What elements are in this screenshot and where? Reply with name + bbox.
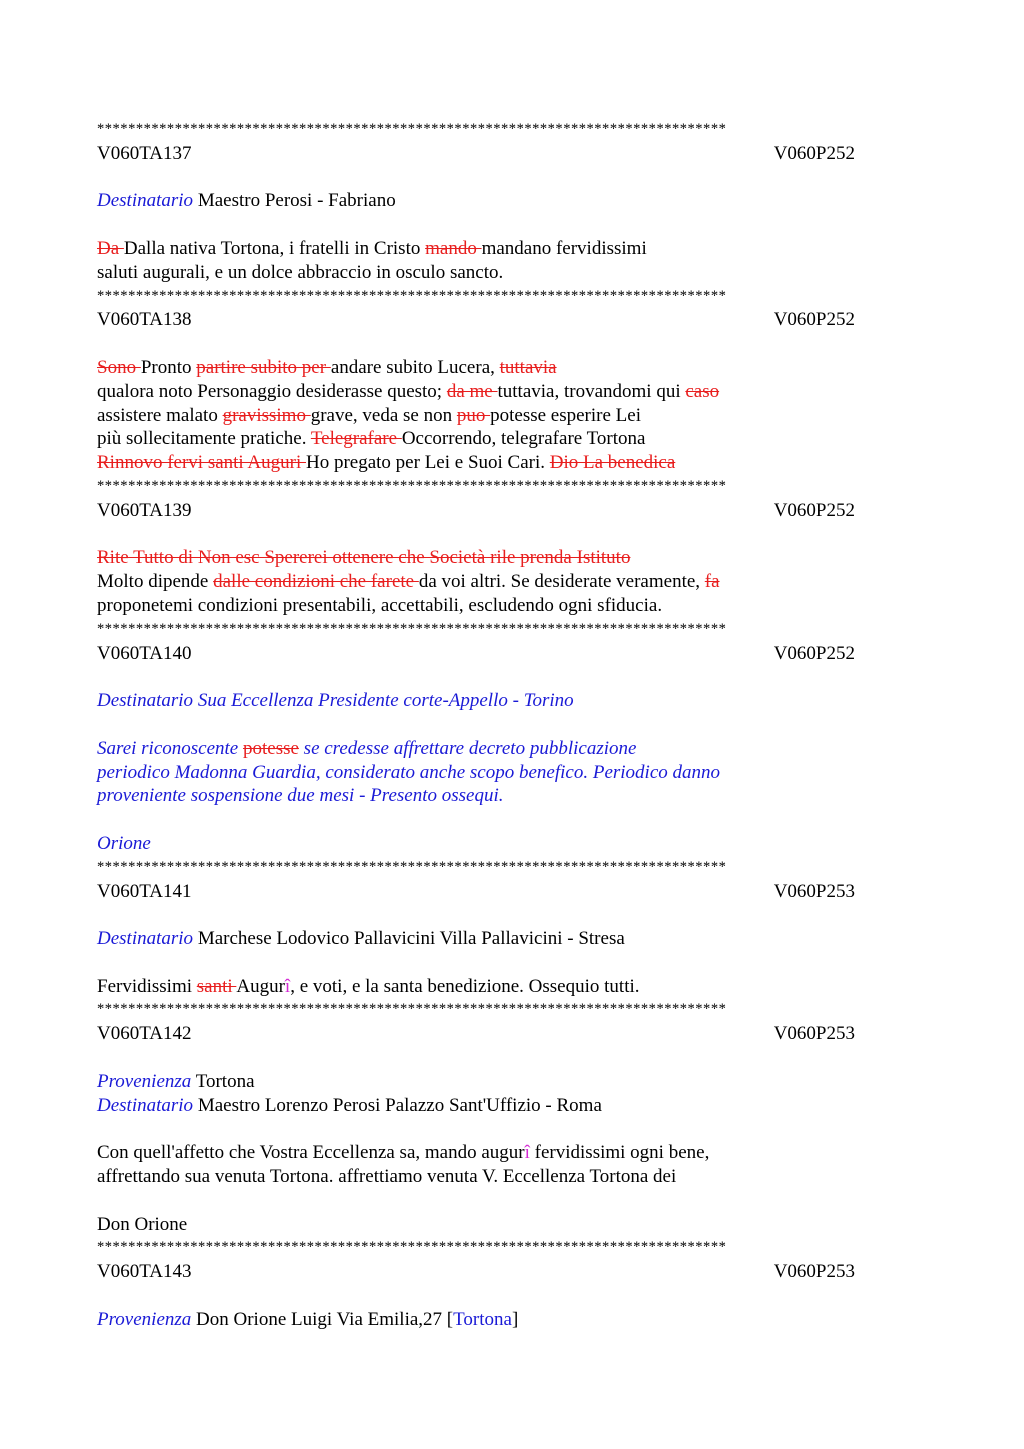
body-text: grave, veda se non bbox=[310, 404, 457, 426]
recipient-line bbox=[97, 689, 927, 713]
page-ref: V060P252 bbox=[773, 309, 855, 331]
signature: Don Orione bbox=[97, 1213, 188, 1235]
body-text: da voi altri. Se desiderate veramente, bbox=[418, 571, 705, 593]
origin-close: ] bbox=[511, 1308, 519, 1330]
deleted-text: Rite Tutto di Non esc Spererei ottenere che Società rile prenda Istituto bbox=[97, 547, 631, 569]
page-ref: V060P253 bbox=[773, 880, 855, 902]
recipient-value: Maestro Lorenzo Perosi Palazzo Sant'Uffizio - Roma bbox=[197, 1094, 602, 1116]
body-text: fervidissimi ogni bene, bbox=[529, 1142, 710, 1164]
body-line bbox=[97, 451, 927, 475]
origin-value: Tortona bbox=[195, 1070, 255, 1092]
entry-id: V060TA143 bbox=[97, 1261, 192, 1283]
body-line bbox=[97, 1141, 927, 1165]
deleted-text: Sono bbox=[97, 356, 141, 378]
separator: ********************************************************************************* bbox=[97, 1239, 727, 1256]
deleted-text: caso bbox=[685, 380, 720, 402]
entry-id: V060TA139 bbox=[97, 499, 192, 521]
origin-line bbox=[97, 1070, 927, 1094]
body-text: qualora noto Personaggio desiderasse questo; bbox=[97, 380, 447, 402]
origin-line bbox=[97, 1308, 927, 1332]
separator: ********************************************************************************* bbox=[97, 477, 727, 494]
entry-id: V060TA137 bbox=[97, 142, 192, 164]
entry-id: V060TA142 bbox=[97, 1023, 192, 1045]
recipient-value: Sua Eccellenza Presidente corte-Appello - Torino bbox=[197, 690, 574, 712]
page-ref: V060P252 bbox=[773, 642, 855, 664]
deleted-text: partire subito per bbox=[196, 356, 331, 378]
entry-header bbox=[97, 642, 855, 666]
body-line bbox=[97, 427, 927, 451]
deleted-text: Dio La benedica bbox=[549, 452, 676, 474]
body-text: Pronto bbox=[140, 356, 197, 378]
body-line bbox=[97, 404, 927, 428]
separator: ********************************************************************************* bbox=[97, 620, 727, 637]
accent-char: î bbox=[524, 1142, 530, 1164]
deleted-text: fa bbox=[704, 571, 720, 593]
body-line bbox=[97, 380, 927, 404]
deleted-text: dalle condizioni che farete bbox=[213, 571, 419, 593]
body-line: periodico Madonna Guardia, considerato anche scopo benefico. Periodico danno bbox=[97, 761, 721, 783]
recipient-label: Destinatario bbox=[97, 1094, 194, 1116]
separator: ********************************************************************************* bbox=[97, 1001, 727, 1018]
body-line: proveniente sospensione due mesi - Presento ossequi. bbox=[97, 785, 504, 807]
body-text: Sarei riconoscente bbox=[97, 737, 243, 759]
body-text: potesse esperire Lei bbox=[490, 404, 641, 426]
origin-label: Provenienza bbox=[97, 1070, 192, 1092]
entry-header bbox=[97, 308, 855, 332]
recipient-line bbox=[97, 1094, 927, 1118]
deleted-text: santi bbox=[196, 975, 237, 997]
page-ref: V060P253 bbox=[773, 1023, 855, 1045]
body-line bbox=[97, 356, 927, 380]
body-text: Con quell'affetto che Vostra Eccellenza sa, mando augur bbox=[97, 1142, 525, 1164]
separator: ********************************************************************************* bbox=[97, 858, 727, 875]
body-line bbox=[97, 737, 927, 761]
body-line bbox=[97, 237, 927, 261]
body-text: se credesse affrettare decreto pubblicazione bbox=[298, 737, 637, 759]
body-line: saluti augurali, e un dolce abbraccio in osculo sancto. bbox=[97, 261, 504, 283]
entry-header bbox=[97, 1260, 855, 1284]
deleted-text: gravissimo bbox=[222, 404, 311, 426]
page-ref: V060P253 bbox=[773, 1261, 855, 1283]
body-text: mandano fervidissimi bbox=[481, 237, 647, 259]
origin-label: Provenienza bbox=[97, 1308, 192, 1330]
body-text: tuttavia, trovandomi qui bbox=[497, 380, 686, 402]
deleted-text: potesse bbox=[242, 737, 299, 759]
recipient-value: Maestro Perosi - Fabriano bbox=[197, 190, 396, 212]
body-text: più sollecitamente pratiche. bbox=[97, 428, 311, 450]
deleted-text: mando bbox=[425, 237, 482, 259]
body-text: Dalla nativa Tortona, i fratelli in Cristo bbox=[123, 237, 426, 259]
body-line: affrettando sua venuta Tortona. affrettiamo venuta V. Eccellenza Tortona dei bbox=[97, 1166, 677, 1188]
entry-id: V060TA141 bbox=[97, 880, 192, 902]
entry-id: V060TA138 bbox=[97, 309, 192, 331]
body-line: proponetemi condizioni presentabili, accettabili, escludendo ogni sfiducia. bbox=[97, 594, 663, 616]
entry-header bbox=[97, 499, 855, 523]
page-ref: V060P252 bbox=[773, 499, 855, 521]
recipient-label: Destinatario bbox=[97, 190, 194, 212]
body-text: assistere malato bbox=[97, 404, 223, 426]
body-text: Augur bbox=[236, 975, 285, 997]
body-line bbox=[97, 546, 927, 570]
deleted-text: puo bbox=[456, 404, 491, 426]
deleted-text: tuttavia bbox=[499, 356, 557, 378]
signature: Orione bbox=[97, 832, 151, 854]
body-text: Fervidissimi bbox=[97, 975, 197, 997]
recipient-line bbox=[97, 189, 927, 213]
entry-header bbox=[97, 142, 855, 166]
deleted-text: Da bbox=[97, 237, 124, 259]
body-text: Molto dipende bbox=[97, 571, 214, 593]
body-text: , e voti, e la santa benedizione. Ossequio tutti. bbox=[290, 975, 640, 997]
origin-place: Tortona bbox=[453, 1308, 512, 1330]
accent-char: î bbox=[284, 975, 291, 997]
document-page bbox=[97, 118, 927, 1332]
recipient-value: Marchese Lodovico Pallavicini Villa Pallavicini - Stresa bbox=[197, 928, 625, 950]
origin-value: Don Orione Luigi Via Emilia,27 [ bbox=[196, 1308, 454, 1330]
deleted-text: Rinnovo fervi santi Auguri bbox=[97, 452, 306, 474]
body-line bbox=[97, 570, 927, 594]
recipient-line bbox=[97, 927, 927, 951]
deleted-text: Telegrafare bbox=[310, 428, 402, 450]
recipient-label: Destinatario bbox=[97, 928, 194, 950]
body-text: Occorrendo, telegrafare Tortona bbox=[401, 428, 646, 450]
recipient-label: Destinatario bbox=[97, 690, 194, 712]
entry-id: V060TA140 bbox=[97, 642, 192, 664]
separator: ********************************************************************************* bbox=[97, 121, 727, 137]
separator: ********************************************************************************* bbox=[97, 287, 727, 304]
page-ref: V060P252 bbox=[773, 142, 855, 164]
body-text: andare subito Lucera, bbox=[330, 356, 500, 378]
body-line bbox=[97, 975, 927, 999]
body-text: Ho pregato per Lei e Suoi Cari. bbox=[305, 452, 550, 474]
deleted-text: da me bbox=[446, 380, 498, 402]
entry-header bbox=[97, 880, 855, 904]
entry-header bbox=[97, 1022, 855, 1046]
